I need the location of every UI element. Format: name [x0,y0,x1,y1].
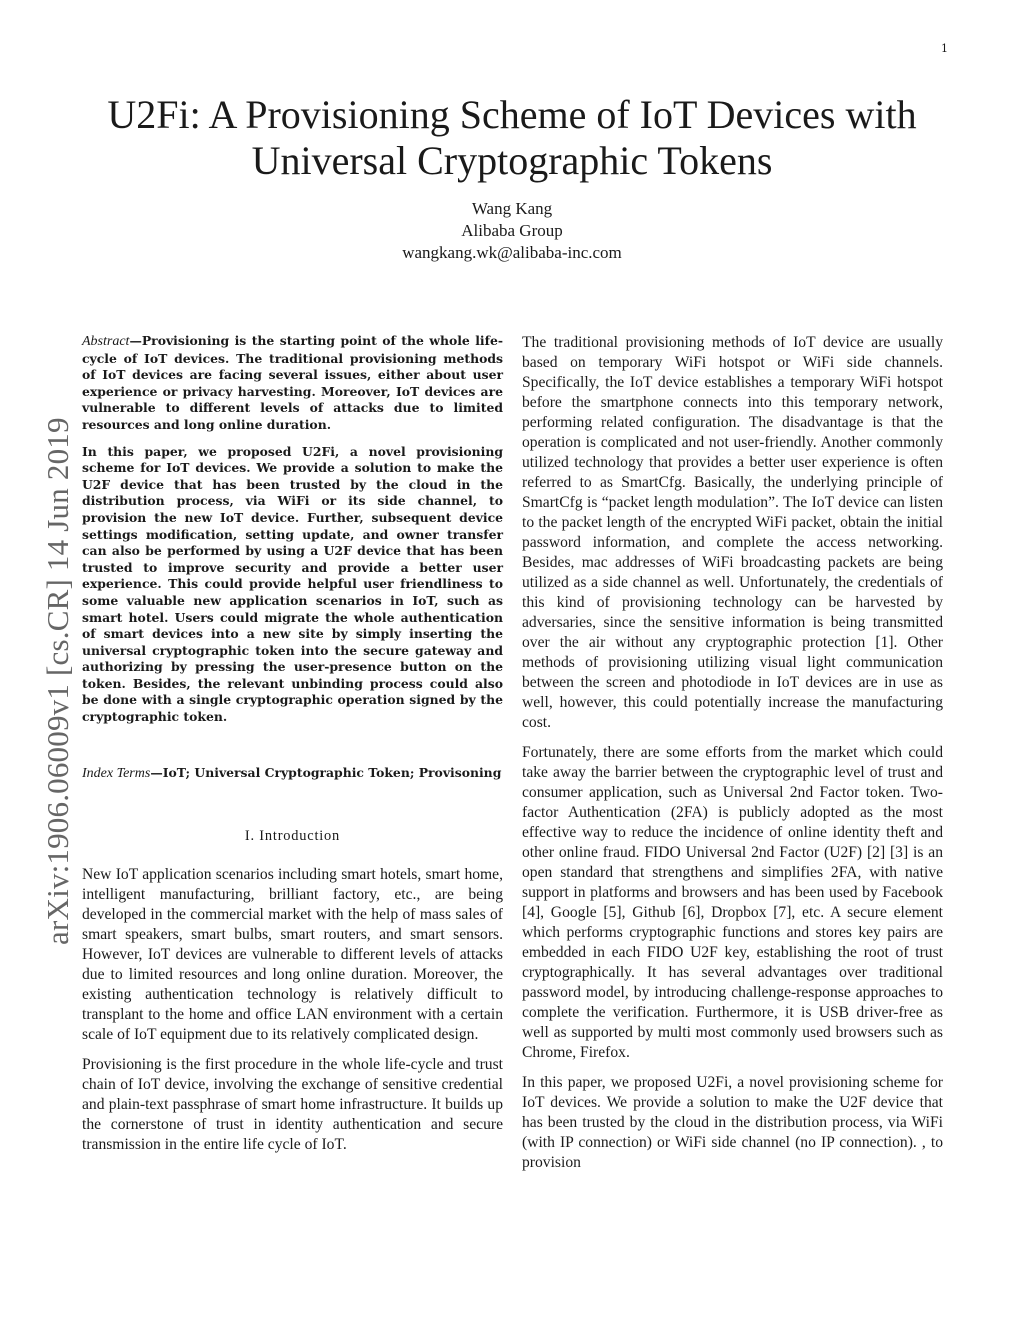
abstract-label: Abstract [82,334,130,349]
index-terms [82,765,503,783]
index-terms-text: —IoT; Universal Cryptographic Token; Provisoning [150,764,502,780]
title-line-2: Universal Cryptographic Tokens [251,138,773,183]
author-affiliation: Alibaba Group [461,221,563,240]
intro-paragraph-3: The traditional provisioning methods of IoT device are usually based on temporary WiFi hotspot or WiFi side channels. Specifically, the IoT device establishes a temporary WiFi hotspot before the smartphone connects into this temporary network, performing related configuration. The disadvantage is that the operation is complicated and not user-friendly. Another commonly utilized technology that provides a better user experience is often referred to as SmartCfg. Basically, the underlying principle of SmartCfg is “packet length modulation”. The IoT device can listen to the packet length of the encrypted WiFi packet, obtain the initial password information, and complete the access networking. Besides, mac addresses of WiFi broadcasting packets are being utilized as a side channel as well. Unfortunately, the credentials of this kind of provisioning technology can be harvested by adversaries, since the sensitive information is being transmitted over the air without any cryptographic protection [1]. Other methods of provisioning utilizing visual light communication between the screen and photodiode in IoT devices are in use as well, however, this could potentially increase the manufacturing cost. [522,334,943,731]
abstract-text-1: —Provisioning is the starting point of the whole life-cycle of IoT devices. The traditional provisioning methods of IoT devices are facing several issues, either about user experience or privacy harvesting. Moreover, IoT devices are vulnerable to different levels of attacks due to limited resources and long online duration. [82,333,503,432]
title-block [82,92,942,264]
author-name: Wang Kang [471,199,553,218]
section-heading-introduction: I. Introduction [244,828,341,845]
title-line-1: U2Fi: A Provisioning Scheme of IoT Devices with [107,92,917,137]
abstract-paragraph-1 [82,333,503,434]
left-column [82,333,503,1165]
author-email: wangkang.wk@alibaba-inc.com [402,243,622,262]
intro-paragraph-2: Provisioning is the first procedure in the whole life-cycle and trust chain of IoT device, involving the exchange of sensitive credential and plain-text passphrase of smart home infrastructure. It builds up the cornerstone of trust in identity authentication and secure transmission in the entire life cycle of IoT. [82,1056,503,1154]
page-number: 1 [941,42,948,55]
index-terms-label: Index Terms [82,765,151,781]
intro-paragraph-5: In this paper, we proposed U2Fi, a novel provisioning scheme for IoT devices. We provide a solution to make the U2F device that has been trusted by the cloud in the distribution process, via WiFi (with IP connection) or WiFi side channel (no IP connection). , to provision [522,1074,943,1171]
right-column [522,333,943,1183]
paper-title [82,92,942,184]
arxiv-identifier-stamp: arXiv:1906.06009v1 [cs.CR] 14 Jun 2019 [40,417,75,945]
intro-paragraph-4: Fortunately, there are some efforts from the market which could take away the barrier between the cryptographic level of trust and consumer application, such as Universal 2nd Factor token. Two-factor Authentication (2FA) is publicly adopted as the most effective way to reduce the incidence of online identity theft and other online fraud. FIDO Universal 2nd Factor (U2F) [2] [3] is an open standard that strengthens and simplifies 2FA, with native support in platforms and browsers and has been used by Facebook [4], Google [5], Github [6], Dropbox [7], etc. A secure element which performs cryptographic functions and stores key pairs are embedded in each FIDO U2F key, establishing the root of trust cryptographically. It has several advantages over traditional password model, by introducing challenge-response approaches to complete the verification. Furthermore, it is USB driver-free as well as supported by multi most commonly used browsers such as Chrome, Firefox. [522,744,943,1061]
abstract-paragraph-2: In this paper, we proposed U2Fi, a novel provisioning scheme for IoT devices. We provide a solution to make the U2F device that has been trusted by the cloud in the distribution process, via WiFi or its side channel, to provision the new IoT device. Further, subsequent device settings modification, setting update, and owner transfer can also be performed by using a U2F device that has been trusted to improve security and provide a better user experience. This could provide helpful user friendliness to some valuable new application scenarios in IoT, such as smart hotel. Users could migrate the whole authentication of smart devices into a new site by simply inserting the universal cryptographic token into the secure gateway and authorizing by pressing the user-presence button on the token. Besides, the relevant unbinding process could also be done with a single cryptographic operation signed by the cryptographic token. [82,443,503,725]
intro-paragraph-1: New IoT application scenarios including smart hotels, smart home, intelligent manufacturing, brilliant factory, etc., are being developed in the commercial market with the help of mass sales of smart speakers, smart bulbs, smart routers, and smart sensors. However, IoT devices are vulnerable to different levels of attacks due to limited resources and long online duration. Moreover, the existing authentication technology is relatively difficult to transplant to the home and office LAN environment with a certain scale of IoT equipment due to its relatively complicated design. [82,866,503,1044]
